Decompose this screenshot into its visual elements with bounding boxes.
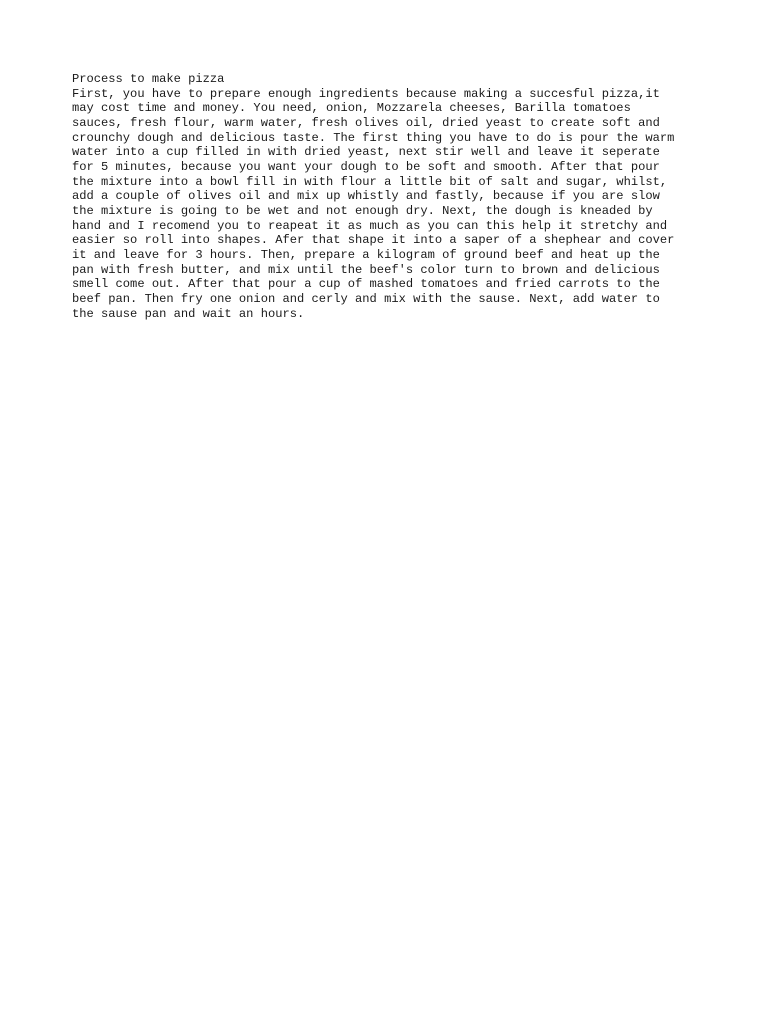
paragraph-line: it and leave for 3 hours. Then, prepare a kilogram of ground beef and heat up the xyxy=(72,247,660,262)
paragraph-line: add a couple of olives oil and mix up whistly and fastly, because if you are slow xyxy=(72,189,660,204)
paragraph-line: the sause pan and wait an hours. xyxy=(72,306,305,321)
paragraph-line: crounchy dough and delicious taste. The first thing you have to do is pour the warm xyxy=(72,130,675,145)
paragraph-line: First, you have to prepare enough ingredients because making a succesful pizza,it xyxy=(72,86,660,101)
paragraph-line: beef pan. Then fry one onion and cerly and mix with the sause. Next, add water to xyxy=(72,291,660,306)
document-body xyxy=(72,72,712,321)
paragraph-line: water into a cup filled in with dried yeast, next stir well and leave it seperate xyxy=(72,145,660,160)
paragraph-line: for 5 minutes, because you want your dough to be soft and smooth. After that pour xyxy=(72,159,660,174)
paragraph-line: pan with fresh butter, and mix until the beef's color turn to brown and delicious xyxy=(72,262,660,277)
document-title: Process to make pizza xyxy=(72,72,225,86)
paragraph-line: the mixture into a bowl fill in with flour a little bit of salt and sugar, whilst, xyxy=(72,174,668,189)
paragraph-line: easier so roll into shapes. Afer that shape it into a saper of a shephear and cover xyxy=(72,233,675,248)
paragraph-line: may cost time and money. You need, onion, Mozzarela cheeses, Barilla tomatoes xyxy=(72,101,631,116)
paragraph-line: hand and I recomend you to reapeat it as much as you can this help it stretchy and xyxy=(72,218,668,233)
paragraph-line: smell come out. After that pour a cup of mashed tomatoes and fried carrots to the xyxy=(72,277,660,292)
paragraph-line: the mixture is going to be wet and not enough dry. Next, the dough is kneaded by xyxy=(72,203,653,218)
paragraph-line: sauces, fresh flour, warm water, fresh olives oil, dried yeast to create soft and xyxy=(72,115,660,130)
